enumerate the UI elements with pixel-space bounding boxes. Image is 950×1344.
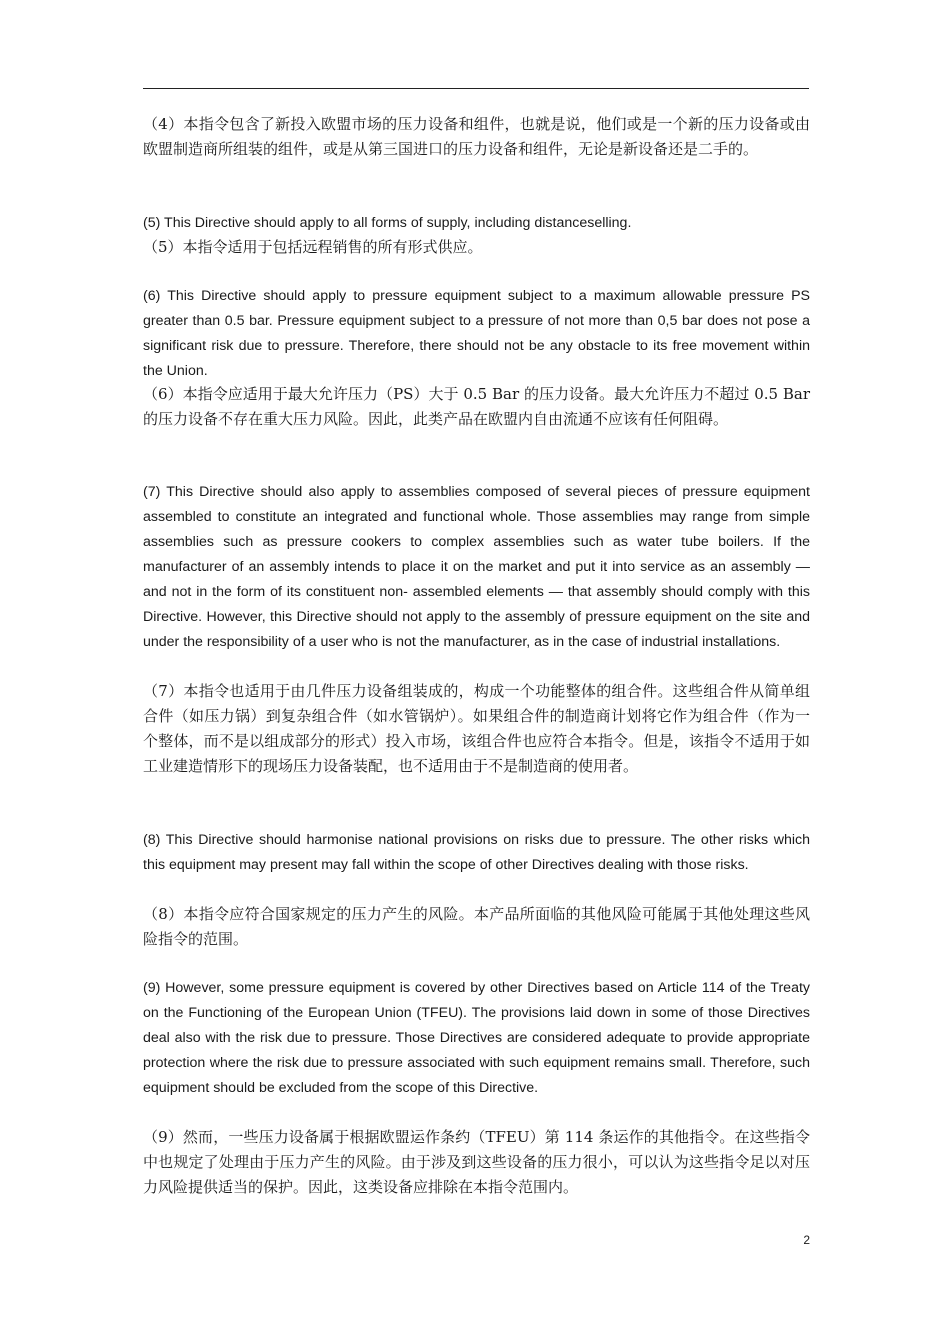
paragraph-8-english: (8) This Directive should harmonise national provisions on risks due to pressure. The other risks which this equipment may present may fall within the scope of other Directives dealing with those risks.: [143, 832, 810, 873]
paragraph-7-english: (7) This Directive should also apply to assemblies composed of several pieces of pressure equipment assembled to constitute an integrated and functional whole. Those assemblies may range from simple assemblies such as pressure cookers to complex assemblies such as water tube boilers. If the manufacturer of an assembly intends to place it on the market and put it into service as an assembly — and not in the form of its constituent non- assembled elements — that assembly should comply with this Directive. However, this Directive should not apply to the assembly of pressure equipment on the site and under the responsibility of a user who is not the manufacturer, as in the case of industrial installations.: [143, 484, 810, 650]
paragraph-6-chinese: （6）本指令应适用于最大允许压力（PS）大于 0.5 Bar 的压力设备。最大允许压力不超过 0.5 Bar 的压力设备不存在重大压力风险。因此，此类产品在欧盟内自由流通不应该有任何阻碍。: [143, 385, 810, 428]
header-rule: [143, 88, 809, 89]
paragraph-9-english: (9) However, some pressure equipment is covered by other Directives based on Article 114 of the Treaty on the Functioning of the European Union (TFEU). The provisions laid down in some of those Directives deal also with the risk due to pressure. Those Directives are considered adequate to provide appropriate protection where the risk due to pressure associated with such equipment remains small. Therefore, such equipment should be excluded from the scope of this Directive.: [143, 980, 810, 1096]
paragraph-8-chinese: （8）本指令应符合国家规定的压力产生的风险。本产品所面临的其他风险可能属于其他处理这些风险指令的范围。: [143, 905, 810, 948]
page-number: 2: [803, 1233, 810, 1247]
paragraph-4-chinese: （4）本指令包含了新投入欧盟市场的压力设备和组件，也就是说，他们或是一个新的压力设备或由欧盟制造商所组装的组件，或是从第三国进口的压力设备和组件，无论是新设备还是二手的。: [143, 115, 810, 158]
paragraph-6-english: (6) This Directive should apply to pressure equipment subject to a maximum allowable pressure PS greater than 0.5 bar. Pressure equipment subject to a pressure of not more than 0,5 bar does not pose a significant risk due to pressure. Therefore, there should not be any obstacle to its free movement within the Union.: [143, 288, 810, 379]
paragraph-9-chinese: （9）然而，一些压力设备属于根据欧盟运作条约（TFEU）第 114 条运作的其他指令。在这些指令中也规定了处理由于压力产生的风险。由于涉及到这些设备的压力很小，可以认为这些指令足以对压力风险提供适当的保护。因此，这类设备应排除在本指令范围内。: [143, 1128, 810, 1196]
paragraph-5-chinese: （5）本指令适用于包括远程销售的所有形式供应。: [143, 238, 483, 256]
paragraph-5-english: (5) This Directive should apply to all forms of supply, including distanceselling.: [143, 215, 632, 231]
paragraph-7-chinese: （7）本指令也适用于由几件压力设备组装成的，构成一个功能整体的组合件。这些组合件从简单组合件（如压力锅）到复杂组合件（如水管锅炉）。如果组合件的制造商计划将它作为组合件（作为一个整体，而不是以组成部分的形式）投入市场，该组合件也应符合本指令。但是，该指令不适用于如工业建造情形下的现场压力设备装配，也不适用由于不是制造商的使用者。: [143, 682, 810, 775]
